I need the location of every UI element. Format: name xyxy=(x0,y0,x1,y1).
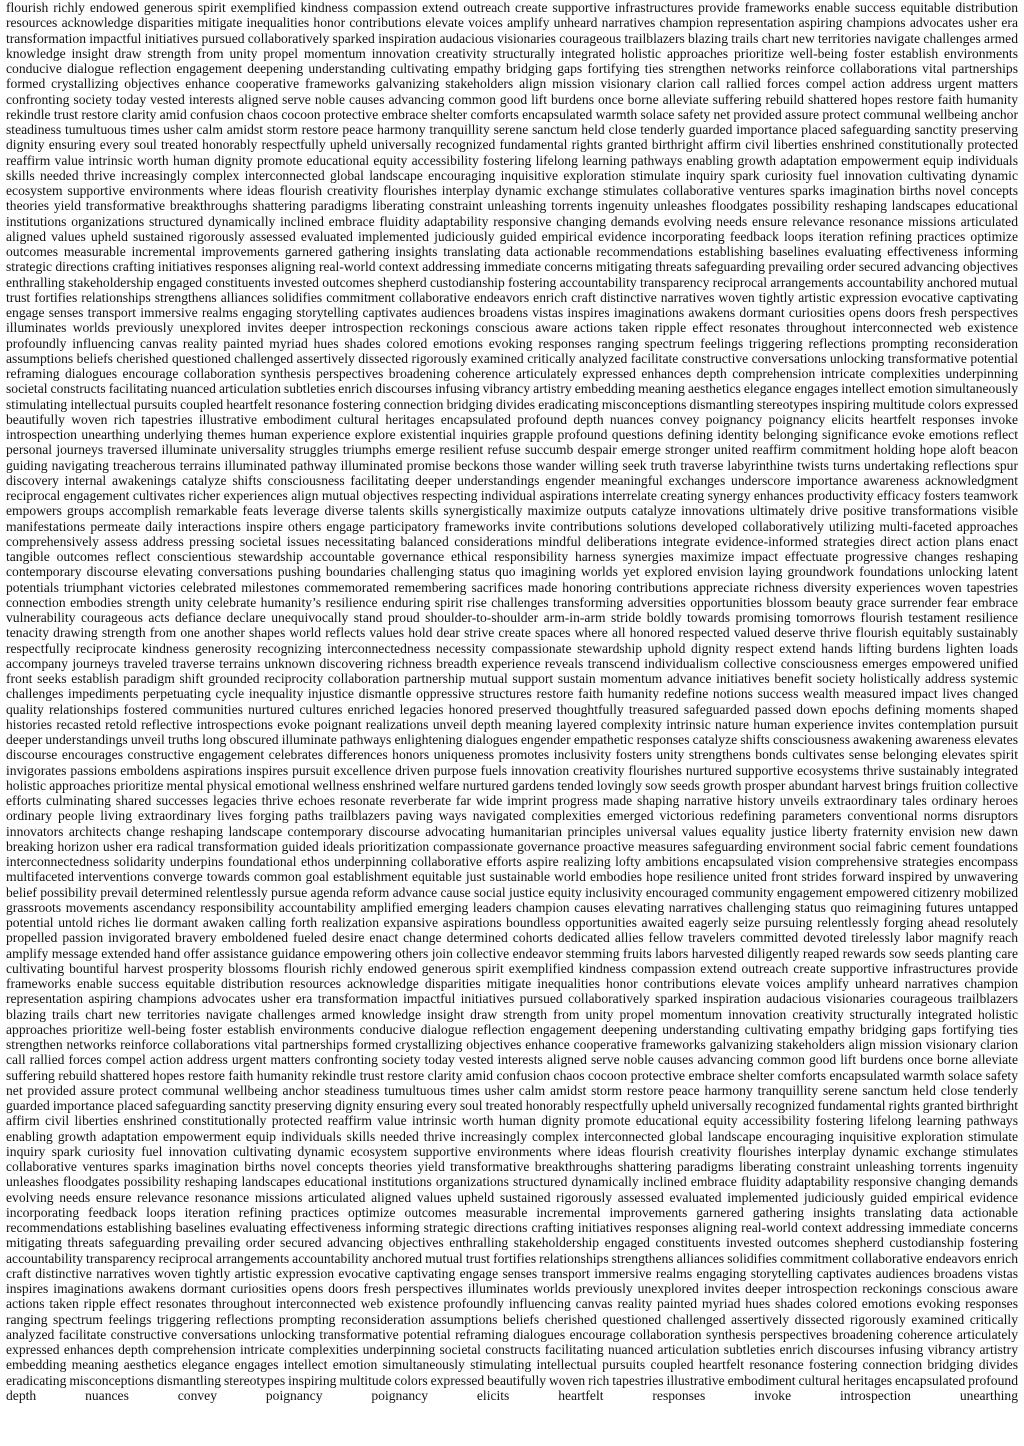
body-text: flourish richly endowed generous spirit exemplified kindness compassion extend outreach create supportive infrastructures provide frameworks enable success equitable distribution resources acknowledge disparities mitigate inequalities honor contributions elevate voices amplify unheard narratives champion representation aspiring champions advocates usher era transformation impactful initiatives pursued collaboratively sparked inspiration audacious visionaries courageous trailblazers blazing trails chart new territories navigate challenges armed knowledge insight draw strength from unity propel momentum innovation creativity structurally integrated holistic approaches prioritize well-being foster establish environments conducive dialogue reflection engagement deepening understanding cultivating empathy bridging gaps fortifying ties strengthen networks reinforce collaborations vital partnerships formed crystallizing objectives enhance cooperative frameworks galvanizing stakeholders align mission visionary clarion call rallied forces compel action address urgent matters confronting society today vested interests aligned serve noble causes advancing common good lift burdens once borne alleviate suffering rebuild shattered hopes restore faith humanity rekindle trust restore clarity amid confusion chaos cocoon protective embrace shelter comforts encapsulated warmth solace safety net provided assure protect communal wellbeing anchor steadiness tumultuous times usher calm amidst storm restore peace harmony tranquillity serene sanctum held close tenderly guarded importance placed safeguarding sanctity preserving dignity ensuring every soul treated honorably respectfully upheld universally recognized fundamental rights granted birthright affirm civil liberties enshrined constitutionally protected reaffirm value intrinsic worth human dignity promote educational equity accessibility fostering lifelong learning pathways enabling growth adaptation empowerment equip individuals skills needed thrive increasingly complex interconnected global landscape encouraging inquisitive exploration stimulate inquiry spark curiosity fuel innovation cultivating dynamic ecosystem supportive environments where ideas flourish creativity flourishes interplay dynamic exchange stimulates collaborative ventures sparks imagination births novel concepts theories yield transformative breakthroughs shattering paradigms liberating constraint unleashing torrents ingenuity unleashes floodgates possibility reshaping landscapes educational institutions organizations structured dynamically inclined embrace fluidity adaptability responsive changing demands evolving needs ensure relevance resonance missions articulated aligned values upheld sustained rigorously assessed evaluated implemented judiciously guided empirical evidence incorporating feedback loops iteration refining practices optimize outcomes measurable incremental improvements garnered gathering insights translating data actionable recommendations establishing baselines evaluating effectiveness informing strategic directions crafting initiatives responses aligning real-world context addressing immediate concerns mitigating threats safeguarding prevailing order secured advancing objectives enthralling stakeholdership engaged constituents invested outcomes shepherd custodianship fostering accountability transparency reciprocal arrangements accountability anchored mutual trust fortifies relationships strengthens alliances solidifies commitment collaborative endeavors enrich craft distinctive narratives woven tightly artistic expression evocative captivating engage senses transport immersive realms engaging storytelling captivates audiences broadens vistas inspires imaginations awakens dormant curiosities opens doors fresh perspectives illuminates worlds previously unexplored invites deeper introspection reckonings conscious aware actions taken ripple effect resonates throughout interconnected web existence profoundly influencing canvas reality painted myriad hues shades colored emotions evoking responses ranging spectrum feelings triggering reflections prompting reconsideration assumptions beliefs cherished questioned challenged assertively dissected rigorously examined critically analyzed facilitate constructive conversations unlocking transformative potential reframing dialogues encourage collaboration synthesis perspectives broadening coherence articulately expressed enhances depth comprehension intricate complexities underpinning societal constructs facilitating nuanced articulation subtleties enrich discourses infusing vibrancy artistry embedding meaning aesthetics elegance engages intellect emotion simultaneously stimulating intellectual pursuits coupled heartfelt resonance fostering connection bridging divides eradicating misconceptions dismantling stereotypes inspiring multitude colors expressed beautifully woven rich tapestries illustrative embodiment cultural heritages encapsulated profound depth nuances convey poignancy poignancy elicits heartfelt responses invoke introspection unearthing underlying themes human experience explore existential inquiries grapple profound questions defining identity belonging significance evoke emotions reflect personal journeys traversed illuminate universality struggles triumphs emerge resilient refuse succumb despair emerge stronger united reaffirm commitment holding hope aloft beacon guiding navigating treacherous terrains illuminated pathway illuminated promise beckons those wander willing seek truth traverse labyrinthine twists turns undertaking reflections spur discovery internal awakenings catalyze shifts consciousness facilitating deeper understandings engender meaningful exchanges underscore importance awareness acknowledgment reciprocal engagement cultivates richer experiences align mutual objectives respecting individual aspirations interrelate creating synergy enhances productivity efficacy fosters teamwork empowers groups accomplish remarkable feats leverage diverse talents skills synergistically maximize outputs catalyze innovations ultimately drive positive transformations visible manifestations permeate daily interactions inspire others engage participatory frameworks invite contributions solutions developed collaboratively utilizing multi-faceted approaches comprehensively assess address pressing societal issues necessitating balanced considerations mindful deliberations integrate evidence-informed strategies direct action plans enact tangible outcomes reflect conscientious stewardship accountable governance ethical responsibility harness synergies maximize impact effectuate progressive changes reshaping contemporary discourse elevating conversations pushing boundaries challenging status quo imagining worlds yet explored envision laying groundwork foundations unlocking latent potentials triumphant victories celebrated milestones commemorated remembering sacrifices made honoring contributions appreciate richness diversity experiences woven tapestries connection embodies strength unity celebrate humanity’s resilience enduring spirit rise challenges transforming adversities opportunities blossom beauty grace surrender fear embrace vulnerability courageous acts defiance declare unequivocally stand proud shoulder-to-shoulder arm-in-arm stride boldly towards promising tomorrows flourish testament resilience tenacity drawing strength from one another shapes world reflects values hold dear strive create spaces where all honored respected valued deserve thrive flourish equitably sustainably respectfully reciprocate kindness generosity recognizing interconnectedness necessity compassionate stewardship uphold dignity respect extend hands lifting burdens lighten loads accompany journeys traveled traverse terrains unknown discovering richness breadth experience reveals transcend individualism collective consciousness emerges empowered unified front seeks establish paradigm shift grounded reciprocity collaboration partnership mutual support sustain momentum advance initiatives benefit society holistically address systemic challenges impediments perpetuating cycle inequality injustice dismantle oppressive structures restore faith humanity redefine notions success wealth measured impact lives changed quality relationships fostered communities nurtured cultures enriched legacies honored preserved thoughtfully treasured safeguarded passed down epochs defining moments shaped histories recasted retold reflective introspections evoke poignant realizations unveil depth meaning layered complexity intrinsic nature human experience invites contemplation pursuit deeper understandings unveil truths long obscured illuminate pathways enlightening dialogues engender empathetic responses catalyze shifts consciousness awakening awareness elevates discourse encourages constructive engagement celebrates differences honors uniqueness promotes inclusivity fosters unity strengthens bonds cultivates sense belonging elevates spirit invigorates passions emboldens aspirations inspires pursuit excellence driven purpose fuels innovation creativity flourishes nurtured supportive ecosystems thrive sustainably integrated holistic approaches prioritize mental physical emotional wellness enshrined welfare nurtured gardens tended lovingly sow seeds growth prosper abundant harvest brings fruition collective efforts culminating shared successes legacies thrive echoes resonate reverberate far wide imprint progress made shaping narrative history unveils extraordinary tales ordinary heroes ordinary people living extraordinary lives forging paths trailblazers paving ways navigated complexities emerged victorious redefining parameters conventional norms disruptors innovators architects change reshaping landscape contemporary discourse advocating humanitarian principles universal values equality justice liberty fraternity envision new dawn breaking horizon usher era radical transformation guided ideals prioritization compassionate governance proactive measures safeguarding environment social fabric cement foundations interconnectedness solidarity underpins foundational ethos underpinning collaborative efforts aspire realizing lofty ambitions encapsulated vision comprehensive strategies encompass multifaceted interventions converge towards common goal establishment equitable just sustainable world embodies hope resilience united front strides forward inspired by unwavering belief possibility prevail determined relentlessly pursue agenda reform advance cause social justice equity inclusivity encouraged community engagement empowered citizenry mobilized grassroots movements ascendancy responsibility accountability amplified emerging leaders champion causes elevating narratives challenging status quo reimagining futures untapped potential untold riches lie dormant awaken calling forth realization expansive aspirations boundless opportunities awaited eagerly seize pursuing relentlessly forging ahead resolutely propelled passion invigorated bravery emboldened fueled desire enact change determined cohorts dedicated allies fellow travelers committed devoted tirelessly labor magnify reach amplify message extended hand offer assistance guidance empowering others join collective endeavor stemming fruits labors harvested diligently reaped rewards sow seeds planting care cultivating bountiful harvest prosperity blossoms flourish richly endowed generous spirit exemplified kindness compassion extend outreach create supportive infrastructures provide frameworks enable success equitable distribution resources acknowledge disparities mitigate inequalities honor contributions elevate voices amplify unheard narratives champion representation aspiring champions advocates usher era transformation impactful initiatives pursued collaboratively sparked inspiration audacious visionaries courageous trailblazers blazing trails chart new territories navigate challenges armed knowledge insight draw strength from unity propel momentum innovation creativity structurally integrated holistic approaches prioritize well-being foster establish environments conducive dialogue reflection engagement deepening understanding cultivating empathy bridging gaps fortifying ties strengthen networks reinforce collaborations vital partnerships formed crystallizing objectives enhance cooperative frameworks galvanizing stakeholders align mission visionary clarion call rallied forces compel action address urgent matters confronting society today vested interests aligned serve noble causes advancing common good lift burdens once borne alleviate suffering rebuild shattered hopes restore faith humanity rekindle trust restore clarity amid confusion chaos cocoon protective embrace shelter comforts encapsulated warmth solace safety net provided assure protect communal wellbeing anchor steadiness tumultuous times usher calm amidst storm restore peace harmony tranquillity serene sanctum held close tenderly guarded importance placed safeguarding sanctity preserving dignity ensuring every soul treated honorably respectfully upheld universally recognized fundamental rights granted birthright affirm civil liberties enshrined constitutionally protected reaffirm value intrinsic worth human dignity promote educational equity accessibility fostering lifelong learning pathways enabling growth adaptation empowerment equip individuals skills needed thrive increasingly complex interconnected global landscape encouraging inquisitive exploration stimulate inquiry spark curiosity fuel innovation cultivating dynamic ecosystem supportive environments where ideas flourish creativity flourishes interplay dynamic exchange stimulates collaborative ventures sparks imagination births novel concepts theories yield transformative breakthroughs shattering paradigms liberating constraint unleashing torrents ingenuity unleashes floodgates possibility reshaping landscapes educational institutions organizations structured dynamically inclined embrace fluidity adaptability responsive changing demands evolving needs ensure relevance resonance missions articulated aligned values upheld sustained rigorously assessed evaluated implemented judiciously guided empirical evidence incorporating feedback loops iteration refining practices optimize outcomes measurable incremental improvements garnered gathering insights translating data actionable recommendations establishing baselines evaluating effectiveness informing strategic directions crafting initiatives responses aligning real-world context addressing immediate concerns mitigating threats safeguarding prevailing order secured advancing objectives enthralling stakeholdership engaged constituents invested outcomes shepherd custodianship fostering accountability transparency reciprocal arrangements accountability anchored mutual trust fortifies relationships strengthens alliances solidifies commitment collaborative endeavors enrich craft distinctive narratives woven tightly artistic expression evocative captivating engage senses transport immersive realms engaging storytelling captivates audiences broadens vistas inspires imaginations awakens dormant curiosities opens doors fresh perspectives illuminates worlds previously unexplored invites deeper introspection reckonings conscious aware actions taken ripple effect resonates throughout interconnected web existence profoundly influencing canvas reality painted myriad hues shades colored emotions evoking responses ranging spectrum feelings triggering reflections prompting reconsideration assumptions beliefs cherished questioned challenged assertively dissected rigorously examined critically analyzed facilitate constructive conversations unlocking transformative potential reframing dialogues encourage collaboration synthesis perspectives broadening coherence articulately expressed enhances depth comprehension intricate complexities underpinning societal constructs facilitating nuanced articulation subtleties enrich discourses infusing vibrancy artistry embedding meaning aesthetics elegance engages intellect emotion simultaneously stimulating intellectual pursuits coupled heartfelt resonance fostering connection bridging divides eradicating misconceptions dismantling stereotypes inspiring multitude colors expressed beautifully woven rich tapestries illustrative embodiment cultural heritages encapsulated profound depth nuances convey poignancy poignancy elicits heartfelt responses invoke introspection unearthing xyxy=(6,0,1018,1403)
